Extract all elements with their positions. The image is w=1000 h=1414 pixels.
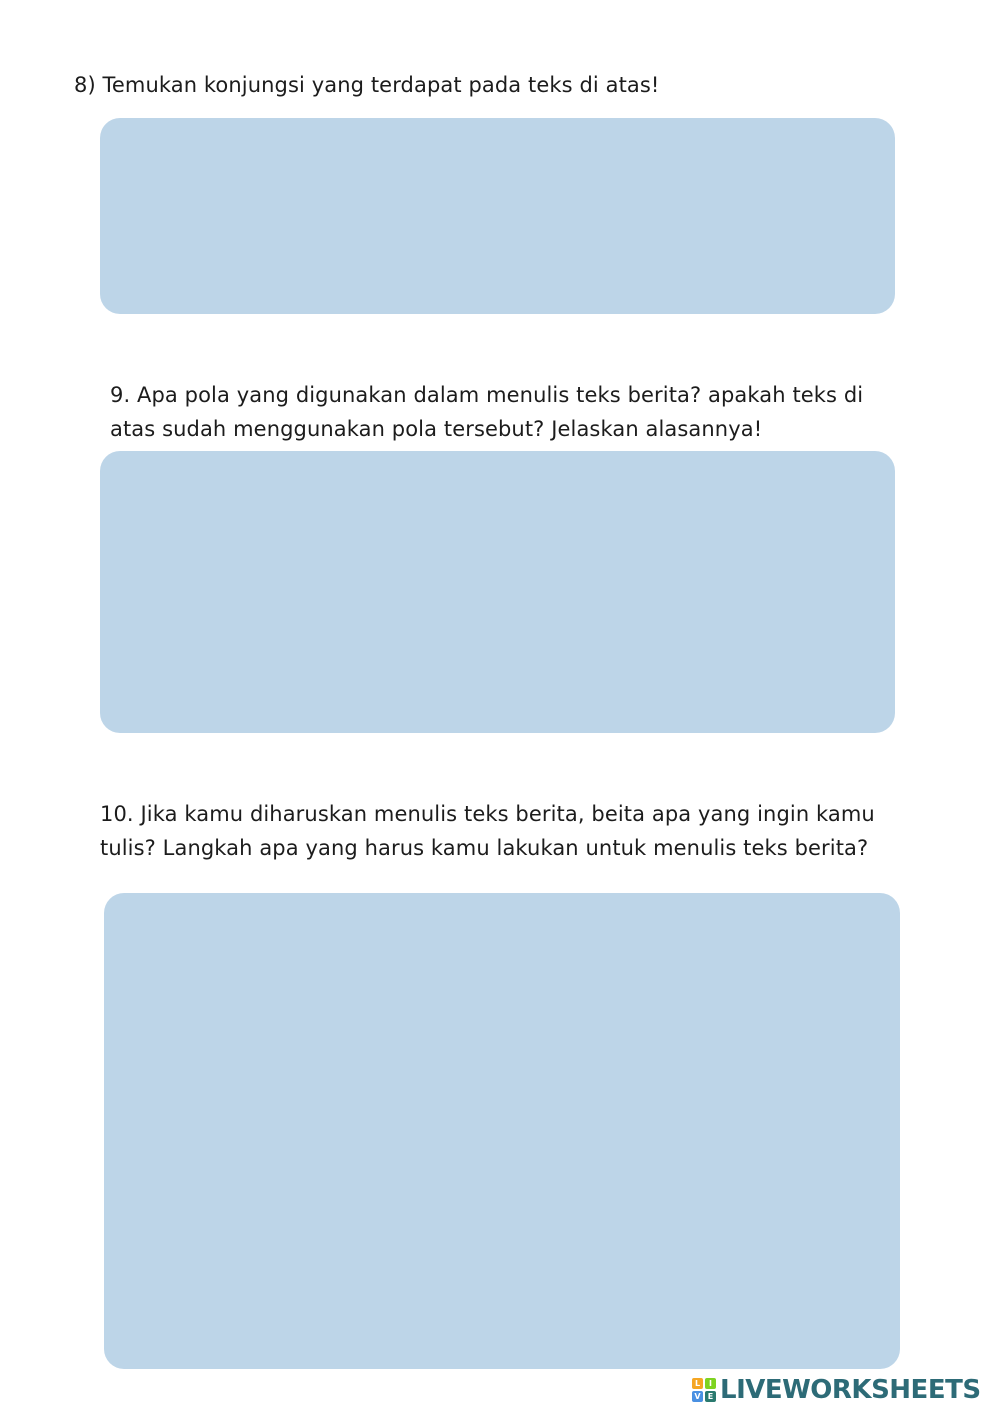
question-9-text [110,378,910,446]
logo-letter-v: V [692,1391,703,1402]
logo-letter-e: E [705,1391,716,1402]
answer-box-9[interactable] [100,451,895,733]
question-9-line-1: 9. Apa pola yang digunakan dalam menulis teks berita? apakah teks di [110,383,864,407]
brand-text: LIVEWORKSHEETS [720,1375,981,1405]
logo-letter-i: I [705,1378,716,1389]
question-10-line-2: tulis? Langkah apa yang harus kamu lakukan untuk menulis teks berita? [100,836,869,860]
logo-letter-l: L [692,1378,703,1389]
question-10-text [100,797,900,865]
question-10-line-1: 10. Jika kamu diharuskan menulis teks berita, beita apa yang ingin kamu [100,802,875,826]
answer-box-10[interactable] [104,893,900,1369]
answer-box-8[interactable] [100,118,895,314]
question-8-text: 8) Temukan konjungsi yang terdapat pada teks di atas! [74,73,660,97]
liveworksheets-logo-icon [692,1378,716,1402]
question-9-line-2: atas sudah menggunakan pola tersebut? Jelaskan alasannya! [110,417,763,441]
liveworksheets-brand [692,1374,981,1406]
